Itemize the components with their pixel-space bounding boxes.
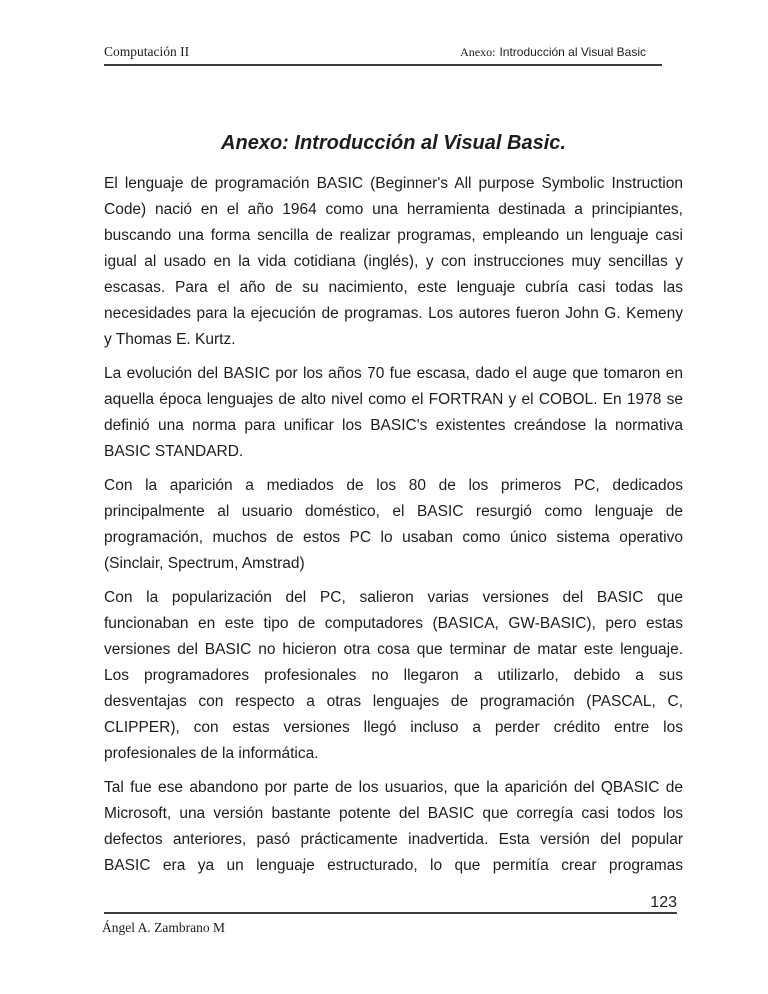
text-line: necesidades para la ejecución de programas. Los autores fueron John G. Kemeny xyxy=(104,305,683,322)
text-line: BASIC STANDARD. xyxy=(104,443,244,460)
text-line: Microsoft, una versión bastante potente del BASIC que corregía casi todos los xyxy=(104,805,683,822)
text-line: igual al usado en la vida cotidiana (inglés), y con instrucciones muy sencillas y xyxy=(104,253,683,270)
text-line: aquella época lenguajes de alto nivel como el FORTRAN y el COBOL. En 1978 se xyxy=(104,391,683,408)
text-line: Tal fue ese abandono por parte de los usuarios, que la aparición del QBASIC de xyxy=(104,779,683,796)
document-body xyxy=(104,130,683,887)
text-line: escasas. Para el año de su nacimiento, este lenguaje cubría casi todas las xyxy=(104,279,683,296)
footer-rule xyxy=(104,912,677,914)
text-line: El lenguaje de programación BASIC (Beginner's All purpose Symbolic Instruction xyxy=(104,175,683,192)
header-chapter-title xyxy=(460,45,662,60)
text-line: desventajas con respecto a otras lenguajes de programación (PASCAL, C, xyxy=(104,693,683,710)
text-line: versiones del BASIC no hicieron otra cosa que terminar de matar este lenguaje. xyxy=(104,641,683,658)
text-line: Los programadores profesionales no llegaron a utilizarlo, debido a sus xyxy=(104,667,683,684)
text-line: Con la aparición a mediados de los 80 de los primeros PC, dedicados xyxy=(104,477,683,494)
header-chapter-rest: Introducción al Visual Basic xyxy=(499,45,646,59)
header-chapter-prefix: Anexo: xyxy=(460,45,496,59)
paragraph xyxy=(104,775,683,879)
paragraphs-container xyxy=(104,171,683,879)
header-rule xyxy=(104,64,662,66)
footer-author: Ángel A. Zambrano M xyxy=(102,920,225,935)
paragraph xyxy=(104,585,683,767)
page-number: 123 xyxy=(650,894,677,911)
paragraph xyxy=(104,171,683,353)
text-line: (Sinclair, Spectrum, Amstrad) xyxy=(104,555,305,572)
text-line: profesionales de la informática. xyxy=(104,745,319,762)
text-line: funcionaban en este tipo de computadores (BASICA, GW-BASIC), pero estas xyxy=(104,615,683,632)
text-line: programación, muchos de estos PC lo usaban como único sistema operativo xyxy=(104,529,683,546)
paragraph xyxy=(104,473,683,577)
page-header xyxy=(104,44,662,60)
text-line: buscando una forma sencilla de realizar programas, empleando un lenguaje casi xyxy=(104,227,683,244)
section-title: Anexo: Introducción al Visual Basic. xyxy=(221,132,566,154)
text-line: La evolución del BASIC por los años 70 fue escasa, dado el auge que tomaron en xyxy=(104,365,683,382)
text-line: definió una norma para unificar los BASIC's existentes creándose la normativa xyxy=(104,417,683,434)
paragraph xyxy=(104,361,683,465)
text-line: principalmente al usuario doméstico, el BASIC resurgió como lenguaje de xyxy=(104,503,683,520)
text-line: defectos anteriores, pasó prácticamente inadvertida. Esta versión del popular xyxy=(104,831,683,848)
header-course-title: Computación II xyxy=(104,44,190,59)
text-line: CLIPPER), con estas versiones llegó incluso a perder crédito entre los xyxy=(104,719,683,736)
text-line: Code) nació en el año 1964 como una herramienta destinada a principiantes, xyxy=(104,201,683,218)
text-line: y Thomas E. Kurtz. xyxy=(104,331,236,348)
text-line: Con la popularización del PC, salieron varias versiones del BASIC que xyxy=(104,589,683,606)
text-line: BASIC era ya un lenguaje estructurado, lo que permitía crear programas xyxy=(104,857,683,874)
